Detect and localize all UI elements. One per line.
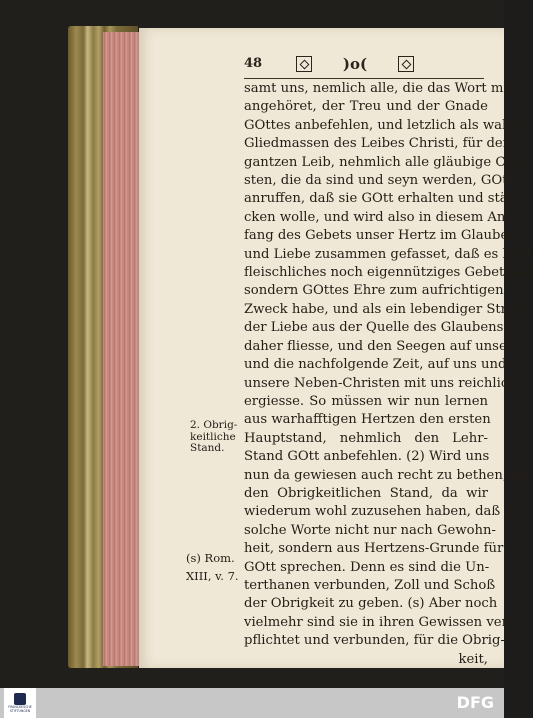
body-line: und Liebe zusammen gefasset, daß es kein <box>244 246 531 262</box>
body-line: GOtt sprechen. Denn es sind die Un- <box>244 559 490 575</box>
body-line: aus warhafftigen Hertzen den ersten <box>244 412 491 428</box>
institution-logo <box>4 688 36 718</box>
margin-ref-line: (s) Rom. <box>186 551 235 565</box>
institution-logo-icon <box>14 693 26 705</box>
viewer-footer-bar <box>0 688 504 718</box>
body-line: solche Worte nicht nur nach Gewohn- <box>244 522 496 538</box>
body-line: daher fliesse, und den Seegen auf unsere <box>244 338 521 354</box>
body-line: terthanen verbunden, Zoll und Schoß <box>244 577 496 593</box>
margin-note-line: 2. Obrig- <box>190 419 238 431</box>
body-line-catchword: keit, <box>458 651 488 667</box>
body-line: und die nachfolgende Zeit, auf uns und <box>244 357 507 373</box>
body-line: samt uns, nemlich alle, die das Wort mit <box>244 81 513 96</box>
margin-bible-reference <box>186 549 246 586</box>
page-number: 48 <box>244 56 263 71</box>
body-line: fang des Gebets unser Hertz im Glauben <box>244 228 517 244</box>
body-line: der Liebe aus der Quelle des Glaubens <box>244 320 504 336</box>
body-line: sondern GOttes Ehre zum aufrichtigen <box>244 283 504 299</box>
body-line: der Obrigkeit zu geben. (s) Aber noch <box>244 596 498 612</box>
logo-text-line: FRANCKESCHE <box>8 705 32 709</box>
margin-ref-line: XIII, v. 7. <box>186 569 239 584</box>
body-line: gantzen Leib, nehmlich alle gläubige Chri- <box>244 154 529 170</box>
page-block-edge <box>103 32 139 666</box>
body-line: heit, sondern aus Hertzens-Grunde für <box>244 541 504 557</box>
header-ornament <box>296 54 414 74</box>
body-line: den Obrigkeitlichen Stand, da wir <box>244 485 488 501</box>
body-line: GOttes anbefehlen, und letzlich als wahre <box>244 117 525 133</box>
body-line: vielmehr sind sie in ihren Gewissen ver- <box>244 614 513 630</box>
funder-logo: DFG <box>456 693 494 712</box>
body-line: angehöret, der Treu und der Gnade <box>244 99 488 115</box>
ornament-left-icon <box>296 56 312 72</box>
body-line: pflichtet und verbunden, für die Obrig- <box>244 633 505 649</box>
body-line: Zweck habe, und als ein lebendiger Strom <box>244 301 528 317</box>
body-line: cken wolle, und wird also in diesem An- <box>244 209 510 225</box>
body-line: anruffen, daß sie GOtt erhalten und stär- <box>244 191 519 207</box>
body-text <box>244 80 533 669</box>
body-line: sten, die da sind und seyn werden, GOtt <box>244 173 513 189</box>
margin-note-line: keitliche <box>190 430 236 443</box>
ornament-mark: )o( <box>342 55 368 73</box>
logo-text-line: STIFTUNGEN <box>9 709 31 713</box>
body-line: fleischliches noch eigennütziges Gebet sey, <box>244 265 533 281</box>
ornament-right-icon <box>398 56 414 72</box>
body-line: ergiesse. So müssen wir nun lernen <box>244 393 488 409</box>
page-header <box>244 54 484 78</box>
margin-note-line: Stand. <box>190 442 225 454</box>
body-line: wiederum wohl zuzusehen haben, daß wir <box>244 504 527 520</box>
body-line: Gliedmassen des Leibes Christi, für den <box>244 136 512 152</box>
body-line: nun da gewiesen auch recht zu bethen, für <box>244 467 531 483</box>
body-line: unsere Neben-Christen mit uns reichlich <box>244 375 517 391</box>
body-line: Stand GOtt anbefehlen. (2) Wird uns <box>244 449 490 465</box>
body-line: Hauptstand, nehmlich den Lehr- <box>244 430 488 446</box>
header-rule <box>244 78 484 79</box>
margin-note-section <box>190 420 244 455</box>
